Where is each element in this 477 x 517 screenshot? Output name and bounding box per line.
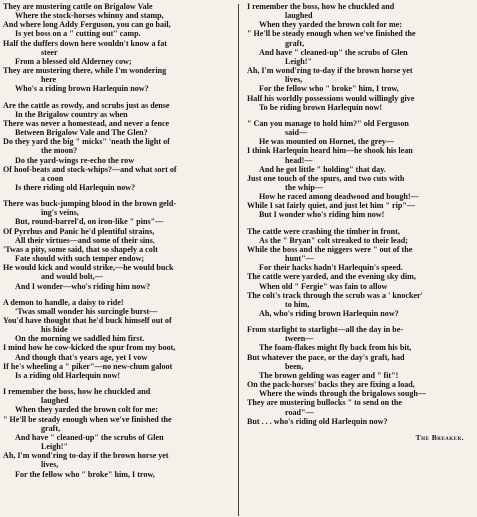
poem-line: For the fellow who " broke" him, I trow, [259,84,399,94]
poem-line: Is yet boss on a " cutting out" camp. [15,29,141,39]
poem-line: When they yarded the brown colt for me: [15,405,158,415]
poem-line: hunt"— [285,254,314,264]
poem-line: Leigh!" [285,56,312,66]
poem-line: I remember the boss, how he chuckled and [3,387,151,397]
poem-line: And he got little " holding" that day. [259,164,386,174]
poem-line: said— [285,128,308,138]
poem-line: Is a riding old Harlequin now! [15,370,121,380]
poem-line: head!— [285,155,313,165]
poem-line: You'd have thought that he'd buck himself out of [3,316,172,325]
poem-line: " He'll be steady enough when we've finished the [3,414,172,424]
poem-line: Half the duffers down here wouldn't know a fat [3,38,167,48]
poem-line: The brown gelding was eager and " fit"! [259,370,399,380]
signature-row [247,433,474,442]
poem-line: road"— [285,407,314,417]
poem-line: ing's veins, [41,208,79,218]
poem-line: He was mounted on Hornet, the grey— [259,137,394,147]
poem-line: For their hacks hadn't Harlequin's speed. [259,263,403,273]
poem-line: Is there riding old Harlequin now? [15,182,136,192]
poem-stanza [3,298,232,380]
poem-line: here [41,75,57,85]
poem-line: They are mustering cattle on Brigalow Vale [3,2,153,11]
poem-line: 'Twas small wonder his surcingle burst— [15,306,158,316]
poem-line: But . . . who's riding old Harlequin now? [247,416,388,426]
poem-line: The cattle were yarded, and the evening sky dim, [247,272,416,282]
poem-line: And where long Addy Ferguson, you can go bail, [3,20,171,30]
poem-line: graft, [285,38,305,48]
poem-line: tween— [285,334,314,344]
poem-line: He would kick and would strike,—he would buck [3,263,174,273]
poem-line: And though that's years age, yet I vow [15,352,148,362]
poem-line: When they yarded the brown colt for me: [259,20,402,30]
poem-line: The foam-flakes might fly back from his bit, [259,343,412,353]
poem-line: to him, [285,299,310,309]
poem-line: Where the stock-horses whinny and stamp, [15,11,164,21]
poem-line: laughed [285,11,313,21]
poem-line: Who's a riding brown Harlequin now? [15,84,149,94]
right-stanzas [247,2,474,426]
poem-stanza [3,387,232,479]
poem-line: Ah, I'm wond'ring to-day if the brown horse yet [3,451,169,461]
poem-line: his hide [41,325,68,335]
poem-line: There was buck-jumping blood in the brown geld- [3,199,177,209]
poem-line: 'Twas a pity, some said, that so shapely a colt [3,244,158,254]
poem-line: a coon [41,173,64,183]
poem-stanza [247,227,474,319]
poem-line: While I sat fairly quiet, and just let him " rip"— [247,201,415,211]
poem-stanza [3,101,232,193]
poem-line: As the " Bryan" colt streaked to their lead; [259,235,408,245]
poem-line: The colt's track through the scrub was a ' knocker' [247,290,423,300]
poem-line: How he raced among deadwood and bough!— [259,192,419,202]
poem-line: There was never a homestead, and never a fence [3,118,170,128]
poem-line: " He'll be steady enough when we've finished the [247,29,416,39]
poem-column-left [3,2,238,517]
poem-line: If he's wheeling a " piker"—no new-chum galoot [3,361,173,371]
poem-line: While the boss and the niggers were " out of the [247,244,413,254]
poem-line: and would bolt,— [41,272,103,282]
poem-line: And have " cleaned-up" the scrubs of Glen [15,432,164,442]
poem-line: From a blessed old Alderney cow; [15,56,132,66]
poem-line: Half his worldly possessions would willingly give [247,93,415,103]
poem-stanza [247,119,474,220]
poem-line: But I wonder who's riding him now! [259,210,385,220]
poem-line: Fate should with such temper endow; [15,254,145,264]
poem-line: been, [285,361,304,371]
poem-line: But, round-barrel'd, on iron-like " pins"— [15,217,164,227]
poem-line: Just one touch of the spurs, and two cuts with [247,173,405,183]
author-signature: The Breaker. [415,432,464,442]
poem-line: But whatever the pace, or the day's graft, had [247,352,405,362]
poem-stanza [247,2,474,112]
poem-line: " Can you manage to hold him?" old Ferguson [247,118,409,128]
poem-line: lives, [41,460,59,470]
poem-column-right [239,2,474,517]
poem-line: I think Harlequin heard him—he shook his lean [247,146,413,156]
poem-line: lives, [285,75,303,85]
poem-line: And I wonder—who's riding him now? [15,281,151,291]
poem-stanza [247,325,474,426]
poem-line: A demon to handle, a daisy to ride! [3,297,124,307]
poem-line: I remember the boss, how he chuckled and [247,2,395,11]
poem-line: All their virtues—and some of their sins. [15,235,155,245]
poem-line: the whip— [285,182,324,192]
poem-line: For the fellow who " broke" him, I trow, [15,469,155,479]
poem-line: I mind how he cow-kicked the spur from my boot, [3,343,176,353]
poem-line: graft, [41,423,61,433]
poem-line: And have " cleaned-up" the scrubs of Glen [259,47,408,57]
poem-line: Where the winds through the brigalows sough— [259,389,426,399]
poem-line: Leigh!" [41,442,68,452]
poem-line: the moon? [41,146,78,156]
poem-line: Do the yard-wings re-echo the row [15,155,135,165]
poem-line: The cattle were crashing the timber in front, [247,226,400,236]
poem-line: Ah, who's riding brown Harlequin now? [259,309,399,318]
poem-stanza [3,199,232,291]
poem-stanza [3,2,232,94]
poem-line: To be riding brown Harlequin now! [259,102,383,112]
poem-line: Of hoof-beats and stock-whips?—and what sort of [3,164,177,174]
poem-line: When old " Fergie" was fain to allow [259,281,388,291]
poem-line: steer [41,47,58,57]
poem-line: Of Pyrrhus and Panic he'd plentiful strains, [3,226,155,236]
poem-line: On the morning we saddled him first. [15,334,145,344]
poem-line: They are mustering bullocks " to send on the [247,398,402,408]
poem-line: laughed [41,396,69,406]
poem-line: In the Brigalow country as when [15,109,128,119]
poem-line: From starlight to starlight—all the day in be- [247,325,404,335]
poem-line: Do they yard the big " micks" 'neath the light of [3,137,170,147]
poem-line: Are the cattle as rowdy, and scrubs just as dense [3,100,170,110]
poem-line: On the pack-horses' backs they are fixing a load, [247,380,415,390]
poem-line: They are mustering there, while I'm wondering [3,66,167,76]
poem-line: Ah, I'm wond'ring to-day if the brown horse yet [247,66,413,76]
poem-line: Between Brigalow Vale and The Glen? [15,128,148,138]
